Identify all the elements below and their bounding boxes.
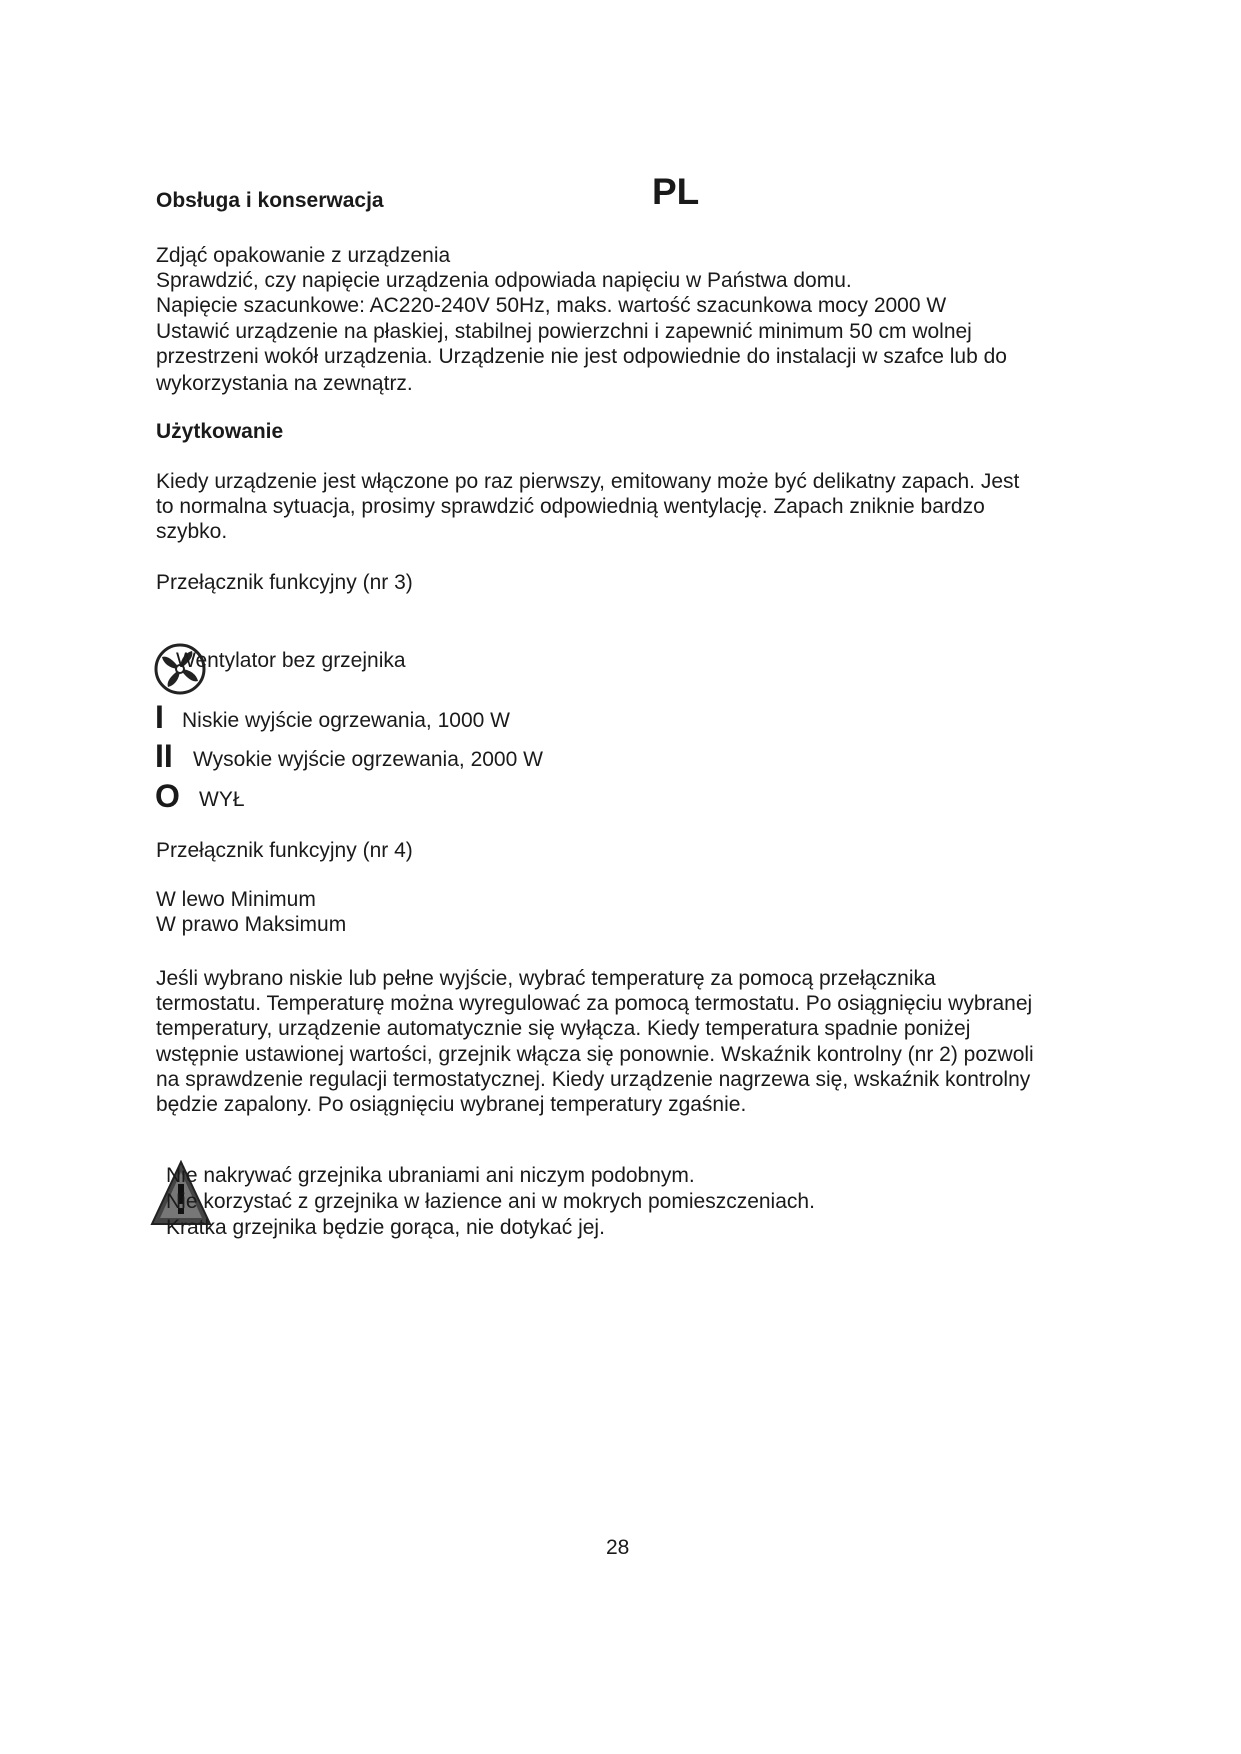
low-heat-text: Niskie wyjście ogrzewania, 1000 W bbox=[182, 709, 510, 732]
usage-heading: Użytkowanie bbox=[156, 420, 284, 443]
page-number: 28 bbox=[606, 1536, 630, 1559]
text-line: wstępnie ustawionej wartości, grzejnik włącza się ponownie. Wskaźnik kontrolny (nr 2) pozwoli bbox=[156, 1042, 1034, 1066]
switch4-options bbox=[156, 887, 1096, 937]
text-line: przestrzeni wokół urządzenia. Urządzenie nie jest odpowiednie do instalacji w szafce lub do bbox=[156, 344, 1007, 368]
high-heat-symbol: II bbox=[155, 738, 173, 774]
text-line: będzie zapalony. Po osiągnięciu wybranej temperatury zgaśnie. bbox=[156, 1093, 747, 1117]
text-line: Jeśli wybrano niskie lub pełne wyjście, wybrać temperaturę za pomocą przełącznika bbox=[156, 967, 936, 990]
off-text: WYŁ bbox=[199, 788, 245, 811]
off-symbol: O bbox=[155, 778, 180, 814]
section-title: Obsługa i konserwacja bbox=[156, 189, 384, 212]
text-line: Nie korzystać z grzejnika w łazience ani w mokrych pomieszczeniach. bbox=[166, 1190, 815, 1213]
text-line: Kratka grzejnika będzie gorąca, nie dotykać jej. bbox=[166, 1216, 605, 1239]
text-line: Kiedy urządzenie jest włączone po raz pierwszy, emitowany może być delikatny zapach. Jest bbox=[156, 470, 1020, 493]
switch3-label: Przełącznik funkcyjny (nr 3) bbox=[156, 571, 413, 594]
text-line: na sprawdzenie regulacji termostatycznej. Kiedy urządzenie nagrzewa się, wskaźnik kontrolny bbox=[156, 1067, 1031, 1091]
text-line: Zdjąć opakowanie z urządzenia bbox=[156, 244, 451, 267]
thermostat-paragraph bbox=[156, 966, 1096, 1117]
intro-paragraph bbox=[156, 243, 1096, 396]
text-line: W lewo Minimum bbox=[156, 888, 316, 911]
usage-paragraph bbox=[156, 469, 1096, 545]
text-line: Napięcie szacunkowe: AC220-240V 50Hz, maks. wartość szacunkowa mocy 2000 W bbox=[156, 294, 947, 318]
switch4-label: Przełącznik funkcyjny (nr 4) bbox=[156, 839, 413, 862]
warning-text bbox=[166, 1163, 1106, 1241]
fan-mode-text: Wentylator bez grzejnika bbox=[176, 649, 406, 672]
low-heat-symbol: I bbox=[155, 699, 164, 735]
text-line: Nie nakrywać grzejnika ubraniami ani niczym podobnym. bbox=[166, 1164, 695, 1187]
language-code: PL bbox=[652, 171, 700, 212]
text-line: wykorzystania na zewnątrz. bbox=[156, 372, 413, 396]
high-heat-text: Wysokie wyjście ogrzewania, 2000 W bbox=[193, 748, 543, 771]
text-line: temperatury, urządzenie automatycznie się wyłącza. Kiedy temperatura spadnie poniżej bbox=[156, 1017, 971, 1041]
text-line: termostatu. Temperaturę można wyregulować za pomocą termostatu. Po osiągnięciu wybranej bbox=[156, 992, 1033, 1016]
text-line: W prawo Maksimum bbox=[156, 913, 347, 937]
text-line: Sprawdzić, czy napięcie urządzenia odpowiada napięciu w Państwa domu. bbox=[156, 269, 852, 293]
text-line: to normalna sytuacja, prosimy sprawdzić odpowiednią wentylację. Zapach zniknie bardzo bbox=[156, 495, 985, 519]
text-line: Ustawić urządzenie na płaskiej, stabilnej powierzchni i zapewnić minimum 50 cm wolnej bbox=[156, 319, 972, 343]
text-line: szybko. bbox=[156, 520, 228, 544]
